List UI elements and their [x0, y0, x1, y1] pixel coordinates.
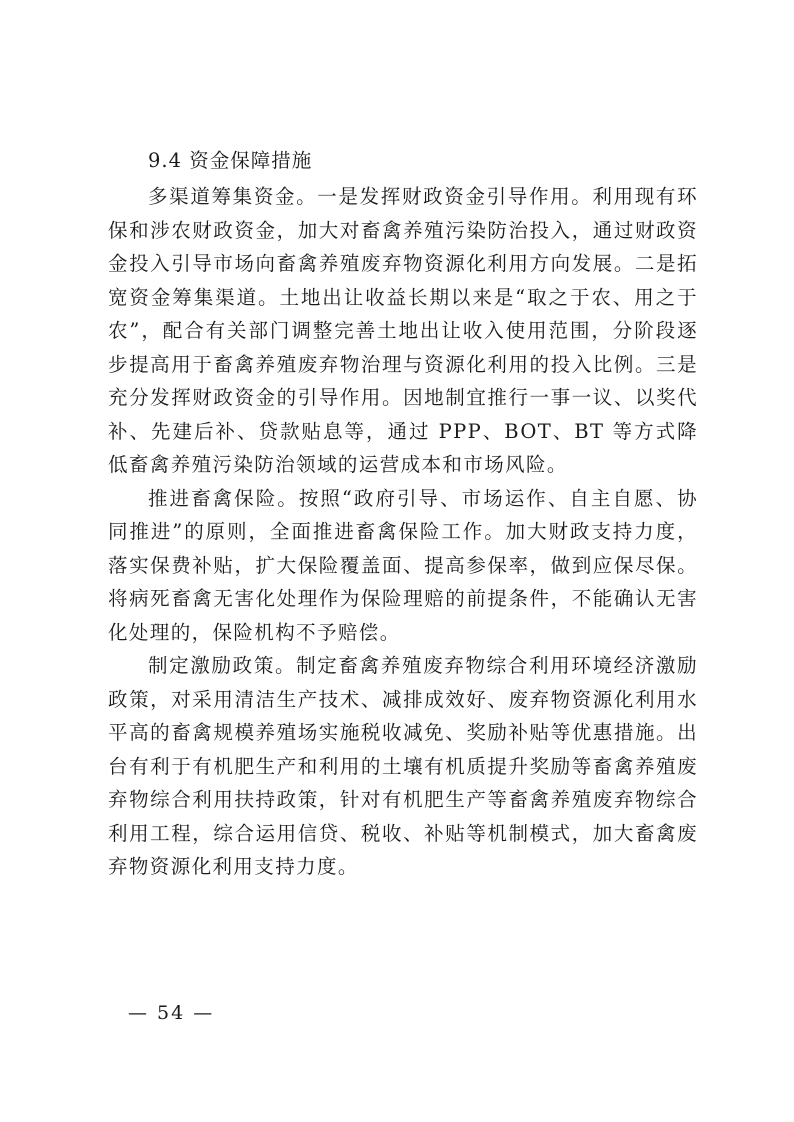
section-heading: 9.4 资金保障措施: [148, 149, 313, 172]
paragraph-livestock-insurance: 推进畜禽保险。按照“政府引导、市场运作、自主自愿、协同推进”的原则，全面推进畜禽保险工作。加大财政支持力度，落实保费补贴，扩大保险覆盖面、提高参保率，做到应保尽保。将病死畜禽无害化处理作为保险理赔的前提条件，不能确认无害化处理的，保险机构不予赔偿。: [108, 486, 698, 644]
page-number: — 54 —: [128, 1002, 215, 1024]
document-page: [108, 146, 698, 884]
paragraph-funding-channels: 多渠道筹集资金。一是发挥财政资金引导作用。利用现有环保和涉农财政资金，加大对畜禽养殖污染防治投入，通过财政资金投入引导市场向畜禽养殖废弃物资源化利用方向发展。二是拓宽资金筹集渠道。土地出让收益长期以来是“取之于农、用之于农”，配合有关部门调整完善土地出让收入使用范围，分阶段逐步提高用于畜禽养殖废弃物治理与资源化利用的投入比例。三是充分发挥财政资金的引导作用。因地制宜推行一事一议、以奖代补、先建后补、贷款贴息等，通过 PPP、BOT、BT 等方式降低畜禽养殖污染防治领域的运营成本和市场风险。: [108, 185, 698, 476]
paragraph-incentive-policy: 制定激励政策。制定畜禽养殖废弃物综合利用环境经济激励政策，对采用清洁生产技术、减排成效好、废弃物资源化利用水平高的畜禽规模养殖场实施税收减免、奖励补贴等优惠措施。出台有利于有机肥生产和利用的土壤有机质提升奖励等畜禽养殖废弃物综合利用扶持政策，针对有机肥生产等畜禽养殖废弃物综合利用工程，综合运用信贷、税收、补贴等机制模式，加大畜禽废弃物资源化利用支持力度。: [108, 654, 698, 878]
